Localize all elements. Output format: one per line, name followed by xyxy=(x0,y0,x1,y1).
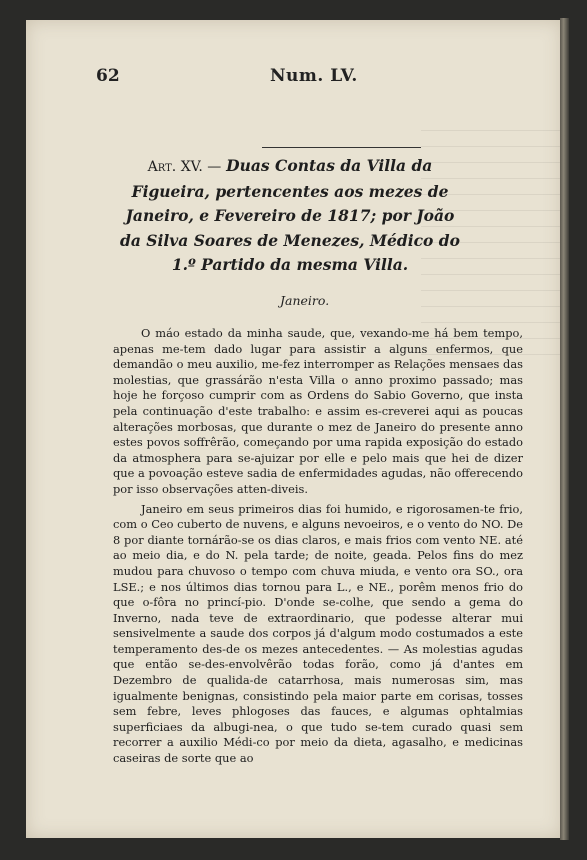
page-header xyxy=(96,66,426,92)
article-title xyxy=(120,154,460,278)
body-text xyxy=(113,326,523,771)
page-edge xyxy=(560,18,569,840)
page-number: 62 xyxy=(96,66,120,86)
section-heading: Janeiro. xyxy=(280,293,330,308)
paragraph: Janeiro em seus primeiros dias foi humido, e rigorosamen-te frio, com o Ceo cuberto de nuvens, e alguns nevoeiros, e o vento do NO. De 8 por diante tornárão-se os dias claros, e mais frios com vento NE. até ao meio dia, e do N. pela tarde; de noite, geada. Pelos fins do mez mudou para chuvoso o tempo com chuva miuda, e vento ora SO., ora LSE.; e nos últimos dias tornou para L., e NE., porêm menos frio do que o-fôra no princí-pio. D'onde se-colhe, que sendo a gema do Inverno, nada teve de extraordinario, que podesse alterar mui sensivelmente a saude dos corpos já d'algum modo costumados a este temperamento des-de os mezes antecedentes. — As molestias agudas que então se-des-envolvêrão todas forão, como já d'antes em Dezembro de qualida-de catarrhosa, mais numerosas sim, mas igualmente benignas, consistindo pela maior parte em corisas, tosses sem febre, leves phlogoses das fauces, e algumas ophtalmias superficiaes da albugi-nea, o que tudo se-tem curado quasi sem recorrer a auxilio Médi-co por meio da dieta, agasalho, e medicinas caseiras de sorte que ao xyxy=(113,501,523,766)
article-title-text: Duas Contas da Villa da Figueira, pertencentes aos mezes de Janeiro, e Fevereiro de 1817; por João da Silva Soares de Menezes, Médico do 1.º Partido da mesma Villa. xyxy=(120,156,460,274)
paragraph: O máo estado da minha saude, que, vexando-me há bem tempo, apenas me-tem dado lugar para assistir a alguns enfermos, que demandão o meu auxilio, me-fez interromper as Relações mensaes das molestias, que grassárão n'esta Villa o anno proximo passado; mas hoje he forçoso cumprir com as Ordens do Sabio Governo, que insta pela continuação d'este trabalho: e assim es-creverei aqui as poucas alterações morbosas, que durante o mez de Janeiro do presente anno estes povos soffrêrão, começando por uma rapida exposição do estado da atmosphera para se-ajuizar por elle e pelo mais que hei de dizer que a povoação esteve sadia de enfermidades agudas, não offerecendo por isso observações atten-diveis. xyxy=(113,326,523,496)
title-rule xyxy=(262,147,421,148)
article-label: Art. XV. — xyxy=(147,159,222,175)
running-head: Num. LV. xyxy=(270,66,358,86)
